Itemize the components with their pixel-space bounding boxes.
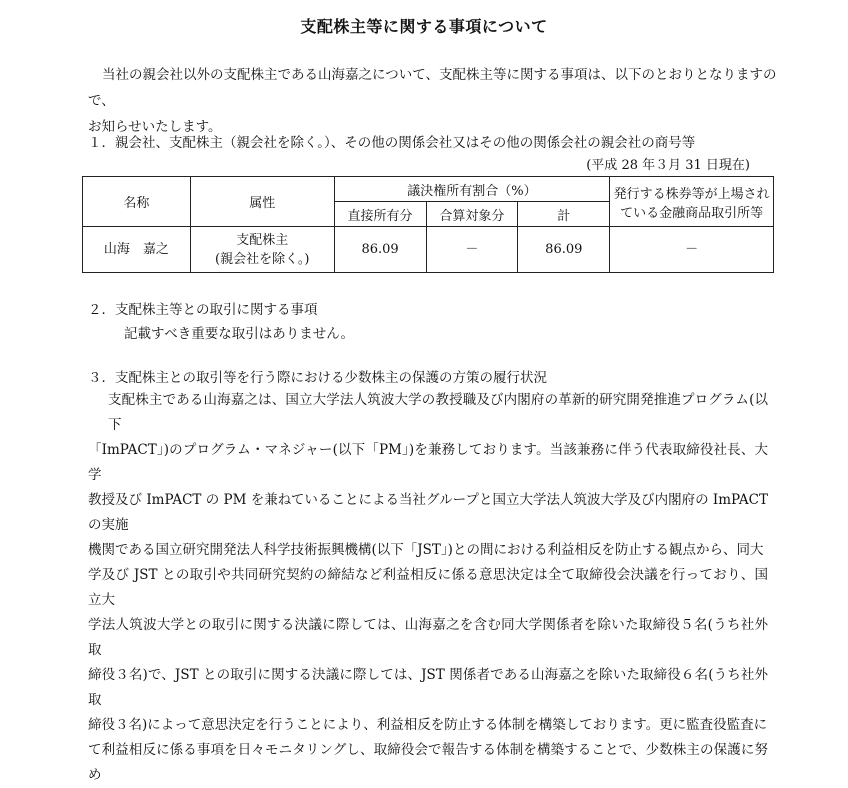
cell-attribute bbox=[190, 227, 334, 273]
section2-text: 記載すべき重要な取引はありません。 bbox=[124, 326, 355, 342]
header-attribute: 属性 bbox=[190, 177, 334, 227]
section3-body bbox=[88, 388, 768, 788]
intro-line-1: 当社の親会社以外の支配株主である山海嘉之について、支配株主等に関する事項は、以下のとおりとなりますので、 bbox=[88, 67, 777, 109]
header-exchange-line-2: ている金融商品取引所等 bbox=[620, 205, 764, 221]
cell-name: 山海 嘉之 bbox=[83, 227, 191, 273]
section3-line: 学及び JST との取引や共同研究契約の締結など利益相反に係る意思決定は全て取締役会決議を行っており、国立大 bbox=[88, 567, 768, 608]
section3-line: 締役３名)によって意思決定を行うことにより、利益相反を防止する体制を構築しております。更に監査役監査に bbox=[88, 717, 768, 733]
section3-line: 機関である国立研究開発法人科学技術振興機構(以下「JST」)との間における利益相反を防止する観点から、同大 bbox=[88, 542, 764, 558]
page-title: 支配株主等に関する事項について bbox=[300, 17, 548, 36]
section3-line: 「ImPACT」)のプログラム・マネジャー(以下「PM」)を兼務しております。当該兼務に伴う代表取締役社長、大学 bbox=[88, 442, 768, 483]
cell-attribute-line-2: (親会社を除く。) bbox=[215, 251, 310, 267]
section2-heading: ２．支配株主等との取引に関する事項 bbox=[88, 302, 318, 318]
cell-total: 86.09 bbox=[518, 227, 610, 273]
intro-paragraph bbox=[88, 62, 778, 140]
header-name: 名称 bbox=[83, 177, 191, 227]
section3-line: 支配株主である山海嘉之は、国立大学法人筑波大学の教授職及び内閣府の革新的研究開発推進プログラム(以下 bbox=[108, 392, 768, 433]
cell-attribute-line-1: 支配株主 bbox=[236, 232, 289, 248]
table-row bbox=[83, 227, 774, 273]
header-voting-ratio: 議決権所有割合（%） bbox=[334, 177, 610, 202]
cell-combined: － bbox=[426, 227, 518, 273]
cell-direct: 86.09 bbox=[334, 227, 426, 273]
section3-line: 教授及び ImPACT の PM を兼ねていることによる当社グループと国立大学法人筑波大学及び内閣府の ImPACT の実施 bbox=[88, 492, 768, 533]
section3-line: 学法人筑波大学との取引に関する決議に際しては、山海嘉之を含む同大学関係者を除いた取締役５名(うち社外取 bbox=[88, 617, 768, 658]
intro-line-2: お知らせいたします。 bbox=[88, 119, 222, 135]
header-exchange bbox=[610, 177, 774, 227]
section3-heading: ３．支配株主との取引等を行う際における少数株主の保護の方策の履行状況 bbox=[88, 370, 547, 386]
section3-line: て利益相反に係る事項を日々モニタリングし、取締役会で報告する体制を構築することで、少数株主の保護に努め bbox=[88, 742, 768, 783]
section1-heading: １．親会社、支配株主（親会社を除く。）、その他の関係会社又はその他の関係会社の親会社の商号等 bbox=[88, 135, 696, 151]
header-total: 計 bbox=[518, 202, 610, 227]
header-direct: 直接所有分 bbox=[334, 202, 426, 227]
as-of-date: (平成 28 年３月 31 日現在) bbox=[586, 158, 750, 173]
cell-exchange: － bbox=[610, 227, 774, 273]
header-combined: 合算対象分 bbox=[426, 202, 518, 227]
section3-line: 締役３名)で、JST との取引に関する決議に際しては、JST 関係者である山海嘉之を除いた取締役６名(うち社外取 bbox=[88, 667, 768, 708]
controlling-shareholder-table bbox=[82, 176, 774, 273]
header-exchange-line-1: 発行する株券等が上場され bbox=[613, 186, 770, 202]
